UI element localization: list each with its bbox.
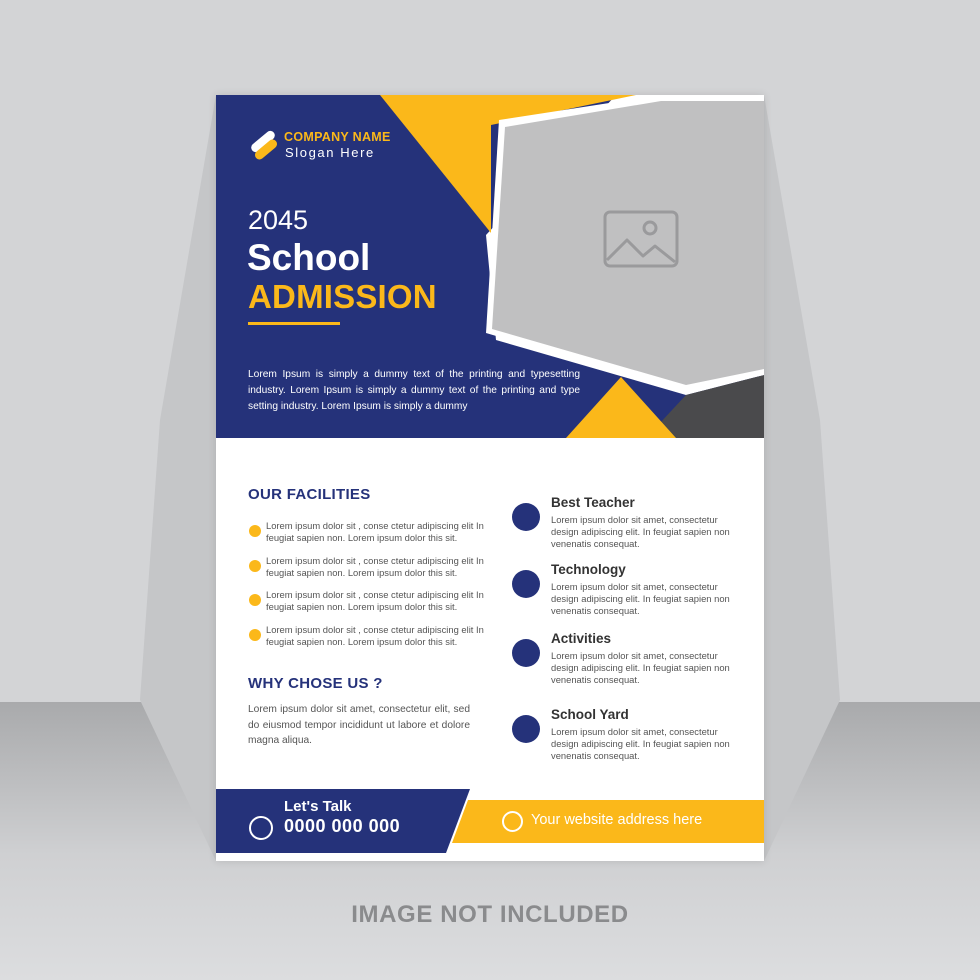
facility-text: Lorem ipsum dolor sit , conse ctetur adipiscing elit In feugiat sapien non. Lorem ipsum dolor this sit. <box>266 520 484 543</box>
feature-text: Lorem ipsum dolor sit amet, consectetur design adipiscing elit. In feugiat sapien non venenatis consequat. <box>551 514 730 549</box>
flyer <box>216 95 764 861</box>
feature-title: Best Teacher <box>551 495 635 510</box>
lets-talk-label: Let's Talk <box>284 798 352 815</box>
phone-icon <box>249 816 273 840</box>
phone-number: 0000 000 000 <box>284 816 401 836</box>
admission-year: 2045 <box>248 205 309 235</box>
facility-text: Lorem ipsum dolor sit , conse ctetur adipiscing elit In feugiat sapien non. Lorem ipsum dolor this sit. <box>266 624 484 648</box>
facility-text: Lorem ipsum dolor sit , conse ctetur adipiscing elit In feugiat sapien non. Lorem ipsum dolor this sit. <box>266 589 484 613</box>
feature-title: Technology <box>551 562 626 577</box>
feature-text: Lorem ipsum dolor sit amet, consectetur design adipiscing elit. In feugiat sapien non venenatis consequat. <box>551 650 730 685</box>
company-name: COMPANY NAME <box>284 130 391 144</box>
feature-text: Lorem ipsum dolor sit amet, consectetur design adipiscing elit. In feugiat sapien non venenatis consequat. <box>551 726 730 761</box>
hero-description: Lorem Ipsum is simply a dummy text of the printing and typesetting industry. Lorem Ipsum is simply a dummy text of the printing and type setting industry. Lorem Ipsum is simply a dummy <box>248 369 580 412</box>
title-school: School <box>247 237 371 278</box>
slogan: Slogan Here <box>285 145 375 160</box>
website-address: Your website address here <box>531 812 703 828</box>
why-text: Lorem ipsum dolor sit amet, consectetur elit, sed do eiusmod tempor incididunt ut labore et dolore magna aliqua. <box>248 704 470 746</box>
footer-shapes <box>216 95 764 861</box>
feature-title: Activities <box>551 631 612 646</box>
title-admission: ADMISSION <box>248 278 437 315</box>
why-title: WHY CHOSE US ? <box>248 675 383 692</box>
feature-title: School Yard <box>551 707 629 722</box>
facility-text: Lorem ipsum dolor sit , conse ctetur adipiscing elit In feugiat sapien non. Lorem ipsum dolor this sit. <box>266 554 484 578</box>
globe-icon <box>502 811 523 832</box>
image-not-included-note: IMAGE NOT INCLUDED <box>351 901 629 928</box>
facilities-title: OUR FACILITIES <box>248 486 371 503</box>
feature-text: Lorem ipsum dolor sit amet, consectetur design adipiscing elit. In feugiat sapien non venenatis consequat. <box>551 581 730 616</box>
